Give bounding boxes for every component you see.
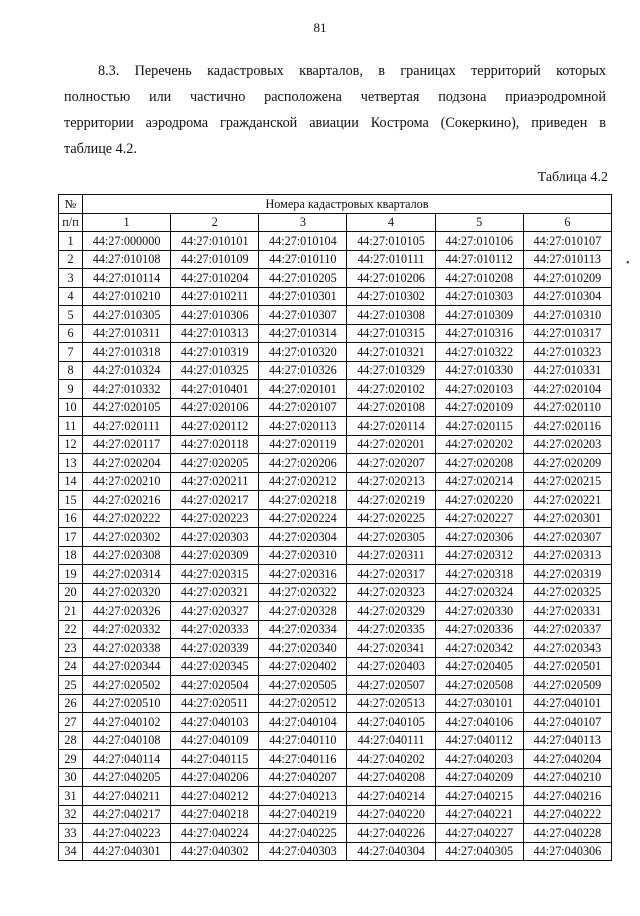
table-row xyxy=(59,472,612,491)
table-row xyxy=(59,491,612,510)
header-column: 1 xyxy=(83,213,171,232)
cadastral-number-cell: 44:27:020311 xyxy=(347,546,435,565)
cadastral-number-cell: 44:27:020507 xyxy=(347,676,435,695)
cadastral-number-cell: 44:27:040103 xyxy=(171,713,259,732)
cadastral-number-cell: 44:27:020328 xyxy=(259,602,347,621)
row-number-cell: 32 xyxy=(59,805,83,824)
cadastral-number-cell: 44:27:020305 xyxy=(347,528,435,547)
cadastral-number-cell: 44:27:020337 xyxy=(523,620,611,639)
cadastral-number-cell: 44:27:020211 xyxy=(171,472,259,491)
cadastral-number-cell: 44:27:040112 xyxy=(435,731,523,750)
cadastral-number-cell: 44:27:010208 xyxy=(435,269,523,288)
cadastral-number-cell: 44:27:020502 xyxy=(83,676,171,695)
table-row xyxy=(59,398,612,417)
cadastral-number-cell: 44:27:040206 xyxy=(171,768,259,787)
cadastral-number-cell: 44:27:020307 xyxy=(523,528,611,547)
cadastral-number-cell: 44:27:020114 xyxy=(347,417,435,436)
table-row xyxy=(59,565,612,584)
cadastral-number-cell: 44:27:010209 xyxy=(523,269,611,288)
cadastral-number-cell: 44:27:020105 xyxy=(83,398,171,417)
margin-mark: • xyxy=(626,258,630,269)
cadastral-number-cell: 44:27:020332 xyxy=(83,620,171,639)
row-number-cell: 15 xyxy=(59,491,83,510)
row-number-cell: 3 xyxy=(59,269,83,288)
cadastral-number-cell: 44:27:020302 xyxy=(83,528,171,547)
cadastral-number-cell: 44:27:020109 xyxy=(435,398,523,417)
cadastral-number-cell: 44:27:010113 xyxy=(523,250,611,269)
cadastral-number-cell: 44:27:020331 xyxy=(523,602,611,621)
cadastral-number-cell: 44:27:010308 xyxy=(347,306,435,325)
cadastral-number-cell: 44:27:020220 xyxy=(435,491,523,510)
cadastral-number-cell: 44:27:020119 xyxy=(259,435,347,454)
cadastral-number-cell: 44:27:010313 xyxy=(171,324,259,343)
cadastral-number-cell: 44:27:020219 xyxy=(347,491,435,510)
cadastral-number-cell: 44:27:040220 xyxy=(347,805,435,824)
cadastral-number-cell: 44:27:010317 xyxy=(523,324,611,343)
cadastral-number-cell: 44:27:020341 xyxy=(347,639,435,658)
cadastral-number-cell: 44:27:010211 xyxy=(171,287,259,306)
cadastral-number-cell: 44:27:020343 xyxy=(523,639,611,658)
row-number-cell: 20 xyxy=(59,583,83,602)
cadastral-number-cell: 44:27:040204 xyxy=(523,750,611,769)
row-number-cell: 16 xyxy=(59,509,83,528)
table-row xyxy=(59,583,612,602)
cadastral-number-cell: 44:27:020335 xyxy=(347,620,435,639)
cadastral-number-cell: 44:27:040215 xyxy=(435,787,523,806)
table-row xyxy=(59,750,612,769)
cadastral-number-cell: 44:27:020316 xyxy=(259,565,347,584)
cadastral-number-cell: 44:27:040104 xyxy=(259,713,347,732)
row-number-cell: 13 xyxy=(59,454,83,473)
table-row xyxy=(59,824,612,843)
cadastral-number-cell: 44:27:010325 xyxy=(171,361,259,380)
cadastral-number-cell: 44:27:020315 xyxy=(171,565,259,584)
row-number-cell: 18 xyxy=(59,546,83,565)
row-number-cell: 33 xyxy=(59,824,83,843)
cadastral-number-cell: 44:27:040301 xyxy=(83,842,171,861)
cadastral-number-cell: 44:27:040205 xyxy=(83,768,171,787)
row-number-cell: 10 xyxy=(59,398,83,417)
cadastral-number-cell: 44:27:020224 xyxy=(259,509,347,528)
cadastral-number-cell: 44:27:040209 xyxy=(435,768,523,787)
cadastral-number-cell: 44:27:040111 xyxy=(347,731,435,750)
cadastral-number-cell: 44:27:020309 xyxy=(171,546,259,565)
cadastral-number-cell: 44:27:040107 xyxy=(523,713,611,732)
cadastral-number-cell: 44:27:040216 xyxy=(523,787,611,806)
cadastral-number-cell: 44:27:020508 xyxy=(435,676,523,695)
cadastral-number-cell: 44:27:020320 xyxy=(83,583,171,602)
cadastral-number-cell: 44:27:020221 xyxy=(523,491,611,510)
cadastral-number-cell: 44:27:020509 xyxy=(523,676,611,695)
cadastral-number-cell: 44:27:040101 xyxy=(523,694,611,713)
table-row xyxy=(59,787,612,806)
cadastral-number-cell: 44:27:020327 xyxy=(171,602,259,621)
table-caption: Таблица 4.2 xyxy=(537,170,608,185)
cadastral-number-cell: 44:27:010305 xyxy=(83,306,171,325)
cadastral-number-cell: 44:27:020512 xyxy=(259,694,347,713)
cadastral-number-cell: 44:27:020216 xyxy=(83,491,171,510)
cadastral-number-cell: 44:27:010104 xyxy=(259,232,347,251)
table-row xyxy=(59,435,612,454)
cadastral-number-cell: 44:27:010326 xyxy=(259,361,347,380)
cadastral-number-cell: 44:27:010112 xyxy=(435,250,523,269)
cadastral-number-cell: 44:27:020334 xyxy=(259,620,347,639)
row-number-cell: 31 xyxy=(59,787,83,806)
row-number-cell: 19 xyxy=(59,565,83,584)
cadastral-number-cell: 44:27:020111 xyxy=(83,417,171,436)
cadastral-number-cell: 44:27:020405 xyxy=(435,657,523,676)
cadastral-number-cell: 44:27:010331 xyxy=(523,361,611,380)
row-number-cell: 11 xyxy=(59,417,83,436)
cadastral-number-cell: 44:27:010318 xyxy=(83,343,171,362)
row-number-cell: 26 xyxy=(59,694,83,713)
row-number-cell: 8 xyxy=(59,361,83,380)
cadastral-number-cell: 44:27:040207 xyxy=(259,768,347,787)
table-row xyxy=(59,657,612,676)
cadastral-number-cell: 44:27:010302 xyxy=(347,287,435,306)
cadastral-number-cell: 44:27:010107 xyxy=(523,232,611,251)
cadastral-number-cell: 44:27:010321 xyxy=(347,343,435,362)
cadastral-number-cell: 44:27:040113 xyxy=(523,731,611,750)
cadastral-number-cell: 44:27:020501 xyxy=(523,657,611,676)
row-number-cell: 14 xyxy=(59,472,83,491)
cadastral-number-cell: 44:27:040210 xyxy=(523,768,611,787)
cadastral-number-cell: 44:27:020345 xyxy=(171,657,259,676)
cadastral-number-cell: 44:27:020214 xyxy=(435,472,523,491)
header-number: № xyxy=(59,195,83,214)
cadastral-number-cell: 44:27:010206 xyxy=(347,269,435,288)
cadastral-number-cell: 44:27:010101 xyxy=(171,232,259,251)
cadastral-number-cell: 44:27:010322 xyxy=(435,343,523,362)
cadastral-number-cell: 44:27:020101 xyxy=(259,380,347,399)
row-number-cell: 22 xyxy=(59,620,83,639)
cadastral-number-cell: 44:27:010332 xyxy=(83,380,171,399)
cadastral-number-cell: 44:27:020340 xyxy=(259,639,347,658)
cadastral-number-cell: 44:27:020110 xyxy=(523,398,611,417)
header-group-title: Номера кадастровых кварталов xyxy=(83,195,612,214)
cadastral-number-cell: 44:27:020321 xyxy=(171,583,259,602)
cadastral-number-cell: 44:27:010323 xyxy=(523,343,611,362)
paragraph-line: 8.3. Перечень кадастровых кварталов, в границах территорий которых xyxy=(98,63,606,79)
cadastral-number-cell: 44:27:040306 xyxy=(523,842,611,861)
cadastral-number-cell: 44:27:020339 xyxy=(171,639,259,658)
cadastral-number-cell: 44:27:020301 xyxy=(523,509,611,528)
cadastral-number-cell: 44:27:010301 xyxy=(259,287,347,306)
cadastral-number-cell: 44:27:020113 xyxy=(259,417,347,436)
cadastral-number-cell: 44:27:020312 xyxy=(435,546,523,565)
cadastral-number-cell: 44:27:020209 xyxy=(523,454,611,473)
cadastral-number-cell: 44:27:040224 xyxy=(171,824,259,843)
row-number-cell: 21 xyxy=(59,602,83,621)
cadastral-number-cell: 44:27:040109 xyxy=(171,731,259,750)
row-number-cell: 23 xyxy=(59,639,83,658)
cadastral-number-cell: 44:27:040105 xyxy=(347,713,435,732)
cadastral-number-cell: 44:27:020317 xyxy=(347,565,435,584)
paragraph-line: таблице 4.2. xyxy=(64,141,137,157)
page-number: 81 xyxy=(313,20,327,35)
cadastral-number-cell: 44:27:020313 xyxy=(523,546,611,565)
table-row xyxy=(59,380,612,399)
table-row xyxy=(59,546,612,565)
cadastral-number-cell: 44:27:010106 xyxy=(435,232,523,251)
cadastral-number-cell: 44:27:010204 xyxy=(171,269,259,288)
cadastral-number-cell: 44:27:020102 xyxy=(347,380,435,399)
cadastral-number-cell: 44:27:010316 xyxy=(435,324,523,343)
cadastral-number-cell: 44:27:010329 xyxy=(347,361,435,380)
cadastral-number-cell: 44:27:020117 xyxy=(83,435,171,454)
cadastral-number-cell: 44:27:040110 xyxy=(259,731,347,750)
cadastral-quarters-table xyxy=(58,194,612,861)
cadastral-number-cell: 44:27:020513 xyxy=(347,694,435,713)
cadastral-number-cell: 44:27:010306 xyxy=(171,306,259,325)
row-number-cell: 17 xyxy=(59,528,83,547)
cadastral-number-cell: 44:27:020223 xyxy=(171,509,259,528)
table-row xyxy=(59,232,612,251)
cadastral-number-cell: 44:27:010105 xyxy=(347,232,435,251)
cadastral-number-cell: 44:27:040304 xyxy=(347,842,435,861)
cadastral-number-cell: 44:27:020325 xyxy=(523,583,611,602)
cadastral-number-cell: 44:27:020330 xyxy=(435,602,523,621)
cadastral-number-cell: 44:27:010303 xyxy=(435,287,523,306)
table-header-row xyxy=(59,213,612,232)
cadastral-number-cell: 44:27:010320 xyxy=(259,343,347,362)
cadastral-number-cell: 44:27:020310 xyxy=(259,546,347,565)
table-row xyxy=(59,620,612,639)
table-row xyxy=(59,805,612,824)
cadastral-number-cell: 44:27:020212 xyxy=(259,472,347,491)
header-number-sub: п/п xyxy=(59,213,83,232)
cadastral-number-cell: 44:27:040225 xyxy=(259,824,347,843)
table-row xyxy=(59,250,612,269)
table-row xyxy=(59,417,612,436)
cadastral-number-cell: 44:27:020304 xyxy=(259,528,347,547)
row-number-cell: 25 xyxy=(59,676,83,695)
cadastral-number-cell: 44:27:010330 xyxy=(435,361,523,380)
row-number-cell: 34 xyxy=(59,842,83,861)
cadastral-number-cell: 44:27:020217 xyxy=(171,491,259,510)
cadastral-number-cell: 44:27:040227 xyxy=(435,824,523,843)
cadastral-number-cell: 44:27:040305 xyxy=(435,842,523,861)
cadastral-number-cell: 44:27:020344 xyxy=(83,657,171,676)
cadastral-number-cell: 44:27:040114 xyxy=(83,750,171,769)
cadastral-number-cell: 44:27:020338 xyxy=(83,639,171,658)
cadastral-number-cell: 44:27:020207 xyxy=(347,454,435,473)
cadastral-number-cell: 44:27:020215 xyxy=(523,472,611,491)
table-row xyxy=(59,768,612,787)
cadastral-number-cell: 44:27:020326 xyxy=(83,602,171,621)
cadastral-number-cell: 44:27:020306 xyxy=(435,528,523,547)
cadastral-number-cell: 44:27:010401 xyxy=(171,380,259,399)
table-row xyxy=(59,713,612,732)
table-body xyxy=(59,232,612,861)
cadastral-number-cell: 44:27:010315 xyxy=(347,324,435,343)
cadastral-number-cell: 44:27:040223 xyxy=(83,824,171,843)
cadastral-number-cell: 44:27:020104 xyxy=(523,380,611,399)
cadastral-number-cell: 44:27:020103 xyxy=(435,380,523,399)
table-row xyxy=(59,731,612,750)
cadastral-number-cell: 44:27:020204 xyxy=(83,454,171,473)
cadastral-number-cell: 44:27:020504 xyxy=(171,676,259,695)
cadastral-number-cell: 44:27:010319 xyxy=(171,343,259,362)
row-number-cell: 30 xyxy=(59,768,83,787)
cadastral-number-cell: 44:27:040217 xyxy=(83,805,171,824)
cadastral-number-cell: 44:27:020318 xyxy=(435,565,523,584)
cadastral-number-cell: 44:27:040116 xyxy=(259,750,347,769)
row-number-cell: 6 xyxy=(59,324,83,343)
cadastral-number-cell: 44:27:000000 xyxy=(83,232,171,251)
cadastral-number-cell: 44:27:020118 xyxy=(171,435,259,454)
cadastral-number-cell: 44:27:020336 xyxy=(435,620,523,639)
cadastral-number-cell: 44:27:040211 xyxy=(83,787,171,806)
cadastral-number-cell: 44:27:020116 xyxy=(523,417,611,436)
table-row xyxy=(59,528,612,547)
cadastral-number-cell: 44:27:040214 xyxy=(347,787,435,806)
cadastral-number-cell: 44:27:020108 xyxy=(347,398,435,417)
cadastral-number-cell: 44:27:020403 xyxy=(347,657,435,676)
cadastral-number-cell: 44:27:020510 xyxy=(83,694,171,713)
cadastral-number-cell: 44:27:040202 xyxy=(347,750,435,769)
table-row xyxy=(59,602,612,621)
cadastral-number-cell: 44:27:020303 xyxy=(171,528,259,547)
cadastral-number-cell: 44:27:040108 xyxy=(83,731,171,750)
cadastral-number-cell: 44:27:040203 xyxy=(435,750,523,769)
cadastral-number-cell: 44:27:020213 xyxy=(347,472,435,491)
cadastral-number-cell: 44:27:010109 xyxy=(171,250,259,269)
cadastral-number-cell: 44:27:020342 xyxy=(435,639,523,658)
cadastral-number-cell: 44:27:040102 xyxy=(83,713,171,732)
cadastral-number-cell: 44:27:040212 xyxy=(171,787,259,806)
cadastral-number-cell: 44:27:010108 xyxy=(83,250,171,269)
cadastral-number-cell: 44:27:010314 xyxy=(259,324,347,343)
table-row xyxy=(59,676,612,695)
cadastral-number-cell: 44:27:040218 xyxy=(171,805,259,824)
row-number-cell: 2 xyxy=(59,250,83,269)
cadastral-number-cell: 44:27:020324 xyxy=(435,583,523,602)
cadastral-number-cell: 44:27:020511 xyxy=(171,694,259,713)
table-row xyxy=(59,361,612,380)
cadastral-number-cell: 44:27:040208 xyxy=(347,768,435,787)
row-number-cell: 1 xyxy=(59,232,83,251)
cadastral-number-cell: 44:27:040228 xyxy=(523,824,611,843)
cadastral-number-cell: 44:27:010310 xyxy=(523,306,611,325)
header-column: 5 xyxy=(435,213,523,232)
cadastral-number-cell: 44:27:040222 xyxy=(523,805,611,824)
row-number-cell: 7 xyxy=(59,343,83,362)
cadastral-number-cell: 44:27:010304 xyxy=(523,287,611,306)
cadastral-number-cell: 44:27:020505 xyxy=(259,676,347,695)
cadastral-number-cell: 44:27:040302 xyxy=(171,842,259,861)
cadastral-number-cell: 44:27:040303 xyxy=(259,842,347,861)
cadastral-number-cell: 44:27:020208 xyxy=(435,454,523,473)
cadastral-number-cell: 44:27:030101 xyxy=(435,694,523,713)
table-row xyxy=(59,842,612,861)
cadastral-number-cell: 44:27:020227 xyxy=(435,509,523,528)
cadastral-number-cell: 44:27:020202 xyxy=(435,435,523,454)
table-header-row xyxy=(59,195,612,214)
cadastral-number-cell: 44:27:020319 xyxy=(523,565,611,584)
cadastral-number-cell: 44:27:010111 xyxy=(347,250,435,269)
cadastral-number-cell: 44:27:020402 xyxy=(259,657,347,676)
cadastral-number-cell: 44:27:020218 xyxy=(259,491,347,510)
cadastral-number-cell: 44:27:010307 xyxy=(259,306,347,325)
row-number-cell: 5 xyxy=(59,306,83,325)
paragraph-line: территории аэродрома гражданской авиации Кострома (Сокеркино), приведен в xyxy=(64,115,606,131)
table-row xyxy=(59,287,612,306)
table-row xyxy=(59,306,612,325)
paragraph-line: полностью или частично расположена четвертая подзона приаэродромной xyxy=(64,89,606,105)
row-number-cell: 28 xyxy=(59,731,83,750)
cadastral-number-cell: 44:27:040115 xyxy=(171,750,259,769)
cadastral-number-cell: 44:27:010311 xyxy=(83,324,171,343)
cadastral-number-cell: 44:27:020222 xyxy=(83,509,171,528)
header-column: 4 xyxy=(347,213,435,232)
cadastral-number-cell: 44:27:040106 xyxy=(435,713,523,732)
cadastral-number-cell: 44:27:020201 xyxy=(347,435,435,454)
table-row xyxy=(59,454,612,473)
cadastral-number-cell: 44:27:040219 xyxy=(259,805,347,824)
cadastral-number-cell: 44:27:040226 xyxy=(347,824,435,843)
table-row xyxy=(59,639,612,658)
cadastral-number-cell: 44:27:040213 xyxy=(259,787,347,806)
cadastral-number-cell: 44:27:020329 xyxy=(347,602,435,621)
cadastral-number-cell: 44:27:010205 xyxy=(259,269,347,288)
cadastral-number-cell: 44:27:010110 xyxy=(259,250,347,269)
header-column: 2 xyxy=(171,213,259,232)
table-row xyxy=(59,269,612,288)
table-row xyxy=(59,324,612,343)
cadastral-number-cell: 44:27:020112 xyxy=(171,417,259,436)
cadastral-number-cell: 44:27:020210 xyxy=(83,472,171,491)
cadastral-number-cell: 44:27:020107 xyxy=(259,398,347,417)
cadastral-number-cell: 44:27:010114 xyxy=(83,269,171,288)
cadastral-number-cell: 44:27:020106 xyxy=(171,398,259,417)
cadastral-number-cell: 44:27:010210 xyxy=(83,287,171,306)
cadastral-number-cell: 44:27:020322 xyxy=(259,583,347,602)
cadastral-number-cell: 44:27:010309 xyxy=(435,306,523,325)
header-column: 3 xyxy=(259,213,347,232)
row-number-cell: 4 xyxy=(59,287,83,306)
cadastral-number-cell: 44:27:040221 xyxy=(435,805,523,824)
cadastral-number-cell: 44:27:020206 xyxy=(259,454,347,473)
table-row xyxy=(59,509,612,528)
cadastral-number-cell: 44:27:020225 xyxy=(347,509,435,528)
cadastral-number-cell: 44:27:020323 xyxy=(347,583,435,602)
cadastral-number-cell: 44:27:020314 xyxy=(83,565,171,584)
cadastral-number-cell: 44:27:020308 xyxy=(83,546,171,565)
table-row xyxy=(59,694,612,713)
cadastral-number-cell: 44:27:020115 xyxy=(435,417,523,436)
cadastral-number-cell: 44:27:020333 xyxy=(171,620,259,639)
row-number-cell: 24 xyxy=(59,657,83,676)
intro-paragraph xyxy=(64,58,606,162)
table-row xyxy=(59,343,612,362)
row-number-cell: 27 xyxy=(59,713,83,732)
cadastral-number-cell: 44:27:020205 xyxy=(171,454,259,473)
header-column: 6 xyxy=(523,213,611,232)
row-number-cell: 29 xyxy=(59,750,83,769)
row-number-cell: 12 xyxy=(59,435,83,454)
cadastral-number-cell: 44:27:020203 xyxy=(523,435,611,454)
row-number-cell: 9 xyxy=(59,380,83,399)
cadastral-number-cell: 44:27:010324 xyxy=(83,361,171,380)
